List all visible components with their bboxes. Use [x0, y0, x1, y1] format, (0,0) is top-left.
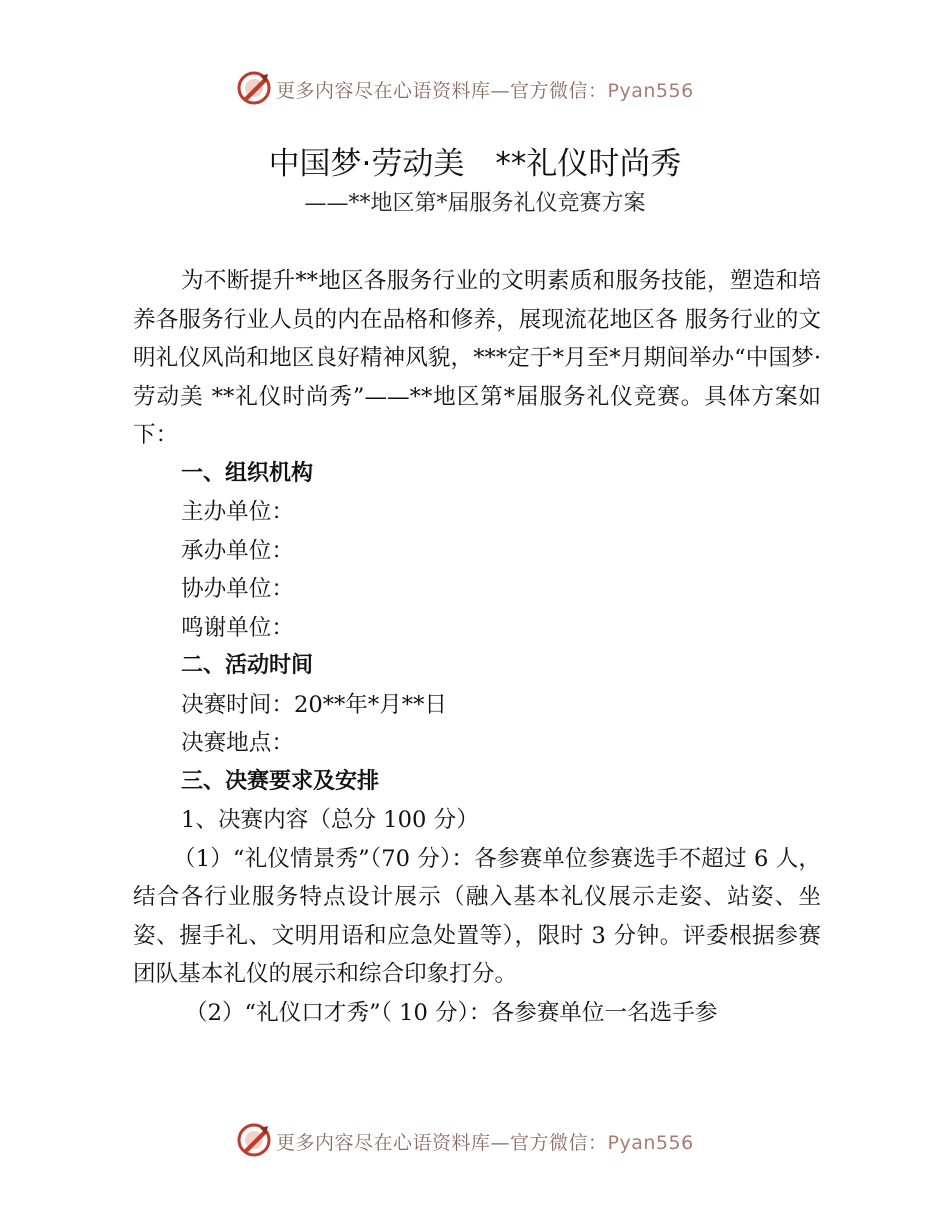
section-heading-time: 二、活动时间 — [181, 653, 314, 678]
banner-text — [276, 1128, 694, 1155]
etiquette-eloquence-item: （2）“礼仪口才秀”（ 10 分）：各参赛单位一名选手参 — [185, 999, 718, 1026]
final-content-line: 1、决赛内容（总分 100 分） — [181, 807, 479, 833]
document-subtitle: ——**地区第*届服务礼仪竞赛方案 — [304, 191, 646, 216]
etiquette-scene-item: （1）“礼仪情景秀”（70 分）：各参赛单位参赛选手不超过 6 人，结合各行业服务特点设计展示（融入基本礼仪展示走姿、站姿、坐姿、握手礼、文明用语和应急处置等），限时 3 分钟。评委根据参赛团队基本礼仪的展示和综合印象打分。 — [133, 845, 821, 987]
intro-paragraph: 为不断提升**地区各服务行业的文明素质和服务技能，塑造和培养各服务行业人员的内在品格和修养，展现流花地区各 服务行业的文明礼仪风尚和地区良好精神风貌，***定于*月至*月期间举办“中国梦·劳动美 **礼仪时尚秀”——**地区第*届服务礼仪竞赛。具体方案如下： — [133, 268, 821, 448]
document-title: 中国梦·劳动美 **礼仪时尚秀 — [268, 146, 682, 182]
header-banner — [0, 70, 950, 110]
organizer-line: 主办单位： — [181, 499, 294, 525]
final-venue-line: 决赛地点： — [181, 730, 294, 756]
wechat-id: Pyan556 — [607, 1132, 694, 1154]
final-time-line: 决赛时间：20**年*月**日 — [181, 691, 447, 718]
banner-text — [276, 76, 694, 103]
acknowledgement-line: 鸣谢单位： — [181, 614, 294, 641]
wechat-id: Pyan556 — [607, 80, 694, 102]
banner-slogan: 更多内容尽在心语资料库—官方微信： — [276, 80, 608, 102]
section-heading-requirements: 三、决赛要求及安排 — [181, 768, 380, 794]
section-heading-organization: 一、组织机构 — [181, 460, 314, 486]
footer-banner — [0, 1122, 950, 1162]
quill-pen-logo-icon — [236, 70, 272, 106]
undertaker-line: 承办单位： — [181, 537, 294, 564]
co-organizer-line: 协办单位： — [181, 576, 294, 602]
document-body — [133, 262, 821, 1032]
quill-pen-logo-icon — [236, 1122, 272, 1158]
banner-slogan: 更多内容尽在心语资料库—官方微信： — [276, 1132, 608, 1154]
